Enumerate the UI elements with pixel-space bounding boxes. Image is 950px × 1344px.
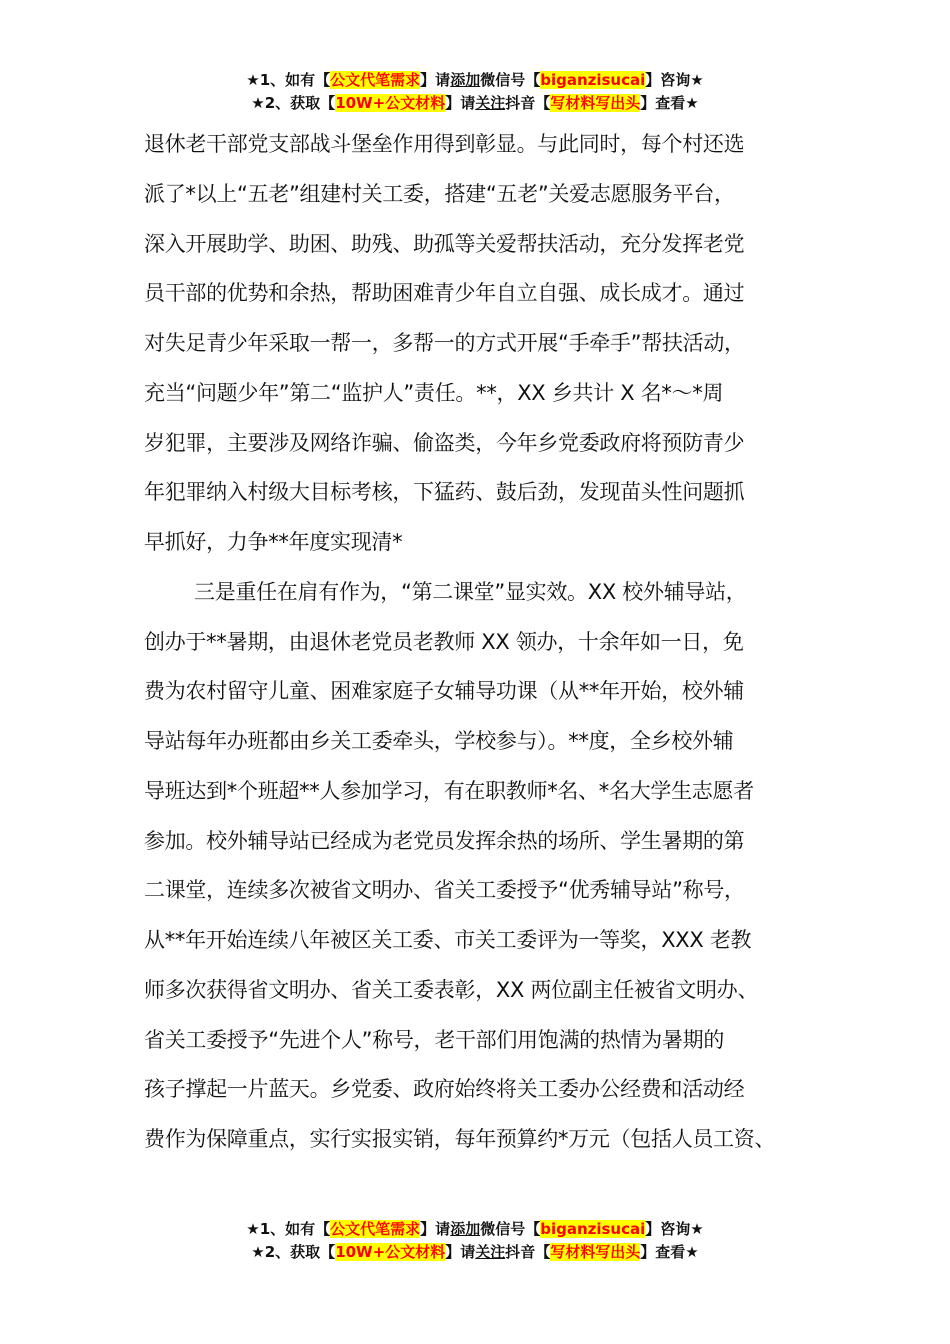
banner-text: 】请 [420,1220,451,1238]
text-line: 师多次获得省文明办、省关工委表彰，XX 两位副主任被省文明办、 [144,977,759,1002]
banner-text: ★2、获取【 [251,1243,336,1261]
text-line: 年犯罪纳入村级大目标考核，下猛药、鼓后劲，发现苗头性问题抓 [144,480,745,505]
text-line: 导站每年办班都由乡关工委牵头，学校参与）。**度，全乡校外辅 [144,729,734,753]
banner-text: 抖音【 [505,94,551,112]
highlight-materials: 10W+公文材料 [335,1243,446,1261]
text-line: 早抓好，力争**年度实现清* [144,530,403,554]
banner-text: 】请 [445,94,476,112]
banner-line-1 [0,69,950,92]
banner-underlined: 添加 [450,71,481,89]
banner-line-2 [0,1241,950,1264]
text-line: 费作为保障重点，实行实报实销，每年预算约*万元（包括人员工资、 [144,1127,776,1151]
banner-line-1 [0,1218,950,1241]
header-banner [0,69,950,115]
text-line: 费为农村留守儿童、困难家庭子女辅导功课（从**年开始，校外辅 [144,679,744,704]
document-body [144,120,834,1165]
highlight-service: 公文代笔需求 [330,1220,421,1238]
banner-underlined: 关注 [475,94,506,112]
text-line: 创办于**暑期，由退休老党员老教师 XX 领办，十余年如一日，免 [144,629,744,654]
text-line: 参加。校外辅导站已经成为老党员发挥余热的场所、学生暑期的第 [144,828,745,853]
banner-text: 】请 [445,1243,476,1261]
text-line: 深入开展助学、助困、助残、助孤等关爱帮扶活动，充分发挥老党 [144,231,745,256]
text-line: 充当“问题少年”第二“监护人”责任。**，XX 乡共计 X 名*～*周 [144,380,724,405]
text-line: 二课堂，连续多次被省文明办、省关工委授予“优秀辅导站”称号， [144,878,745,903]
banner-text: ★2、获取【 [251,94,336,112]
banner-text: 】咨询★ [645,71,704,89]
banner-text: 微信号【 [480,1220,541,1238]
text-line: 导班达到*个班超**人参加学习，有在职教师*名、*名大学生志愿者 [144,778,754,803]
text-line: 对失足青少年采取一帮一，多帮一的方式开展“手牵手”帮扶活动， [144,331,745,355]
text-line: 员干部的优势和余热，帮助困难青少年自立自强、成长成才。通过 [144,281,745,306]
banner-text: 】查看★ [640,94,699,112]
banner-text: ★1、如有【 [246,1220,331,1238]
highlight-douyin: 写材料写出头 [550,1243,641,1261]
banner-text: 微信号【 [480,71,541,89]
text-line: 省关工委授予“先进个人”称号，老干部们用饱满的热情为暑期的 [144,1027,725,1052]
text-line: 退休老干部党支部战斗堡垒作用得到彰显。与此同时，每个村还选 [144,132,745,156]
banner-underlined: 添加 [450,1220,481,1238]
highlight-materials: 10W+公文材料 [335,94,446,112]
banner-text: 】查看★ [640,1243,699,1261]
highlight-service: 公文代笔需求 [330,71,421,89]
text-line: 岁犯罪，主要涉及网络诈骗、偷盗类，今年乡党委政府将预防青少 [144,430,745,455]
highlight-wechat-id: biganzisucai [540,1220,646,1238]
text-line: 三是重任在肩有作为，“第二课堂”显实效。XX 校外辅导站， [194,579,747,604]
banner-underlined: 关注 [475,1243,506,1261]
banner-line-2 [0,92,950,115]
banner-text: 抖音【 [505,1243,551,1261]
banner-text: 】咨询★ [645,1220,704,1238]
banner-text: 】请 [420,71,451,89]
footer-banner [0,1218,950,1264]
banner-text: ★1、如有【 [246,71,331,89]
highlight-wechat-id: biganzisucai [540,71,646,89]
text-line: 派了*以上“五老”组建村关工委，搭建“五老”关爱志愿服务平台， [144,181,735,206]
highlight-douyin: 写材料写出头 [550,94,641,112]
text-line: 孩子撑起一片蓝天。乡党委、政府始终将关工委办公经费和活动经 [144,1077,745,1102]
text-line: 从**年开始连续八年被区关工委、市关工委评为一等奖，XXX 老教 [144,928,752,952]
